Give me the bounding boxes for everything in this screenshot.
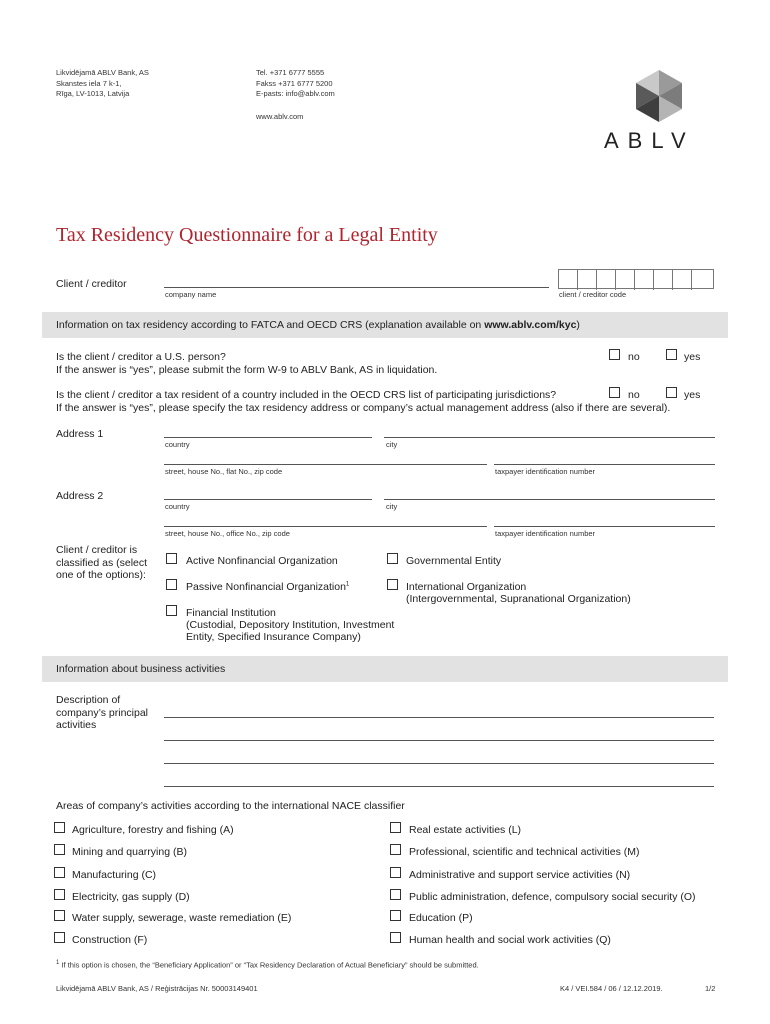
nace-label-a: Agriculture, forestry and fishing (A) xyxy=(72,824,234,836)
address1-city-caption: city xyxy=(386,440,398,449)
passive-nfe-checkbox[interactable] xyxy=(166,579,177,590)
address1-country-field[interactable] xyxy=(164,437,372,438)
business-heading-text: Information about business activities xyxy=(56,663,226,675)
footnote-mark: 1 xyxy=(56,960,60,966)
us-person-no-label: no xyxy=(628,351,640,363)
passive-nfe-label xyxy=(186,581,349,593)
crs-note: If the answer is “yes”, please specify the tax residency address or company’s actual management address (also if there are several). xyxy=(56,402,671,414)
ablv-wordmark: ABLV xyxy=(604,128,695,153)
us-person-note: If the answer is “yes”, please submit the form W-9 to ABLV Bank, AS in liquidation. xyxy=(56,364,438,376)
code-cell[interactable] xyxy=(673,270,692,290)
nace-checkbox-q[interactable] xyxy=(390,932,401,943)
crs-question: Is the client / creditor a tax resident of a country included in the OECD CRS list of participating jurisdictions? xyxy=(56,389,557,401)
nace-label-n: Administrative and support service activities (N) xyxy=(409,869,631,881)
passive-nfe-text: Passive Nonfinancial Organization xyxy=(186,581,346,593)
address2-tin-caption: taxpayer identification number xyxy=(495,529,596,538)
active-nfe-checkbox[interactable] xyxy=(166,553,177,564)
address2-city-field[interactable] xyxy=(384,499,715,500)
code-cell[interactable] xyxy=(578,270,597,290)
nace-label-e: Water supply, sewerage, waste remediation (E) xyxy=(72,912,292,924)
address-line: Likvidējamā ABLV Bank, AS xyxy=(56,68,149,77)
nace-label-c: Manufacturing (C) xyxy=(72,869,157,881)
address1-label: Address 1 xyxy=(56,428,104,440)
address2-street-caption: street, house No., office No., zip code xyxy=(165,529,290,538)
code-cell[interactable] xyxy=(654,270,673,290)
ablv-logo-icon xyxy=(632,68,686,124)
footnote-mark: 1 xyxy=(345,581,350,588)
us-person-yes-checkbox[interactable] xyxy=(666,349,677,360)
nace-checkbox-d[interactable] xyxy=(54,889,65,900)
crs-no-label: no xyxy=(628,389,640,401)
financial-institution-checkbox[interactable] xyxy=(166,605,177,616)
nace-label-q: Human health and social work activities (Q) xyxy=(409,934,611,946)
address2-street-field[interactable] xyxy=(164,526,487,527)
contact-line: Fakss +371 6777 5200 xyxy=(256,78,333,88)
active-nfe-label: Active Nonfinancial Organization xyxy=(186,555,338,567)
crs-no-checkbox[interactable] xyxy=(609,387,620,398)
description-line-1[interactable] xyxy=(164,717,714,718)
code-cell[interactable] xyxy=(597,270,616,290)
company-name-field[interactable] xyxy=(164,287,549,288)
bank-address xyxy=(56,68,149,100)
nace-label-d: Electricity, gas supply (D) xyxy=(72,891,190,903)
client-code-field[interactable] xyxy=(558,269,714,289)
nace-label-f: Construction (F) xyxy=(72,934,148,946)
nace-label-p: Education (P) xyxy=(409,912,473,924)
client-label: Client / creditor xyxy=(56,278,127,290)
address-line: Skanstes iela 7 k-1, xyxy=(56,78,122,88)
kyc-link[interactable]: www.ablv.com/kyc xyxy=(484,319,577,331)
address2-country-field[interactable] xyxy=(164,499,372,500)
description-line-2[interactable] xyxy=(164,740,714,741)
nace-checkbox-e[interactable] xyxy=(54,910,65,921)
nace-label-m: Professional, scientific and technical activities (M) xyxy=(409,846,640,858)
bank-contacts xyxy=(256,68,335,100)
footer-company: Likvidējamā ABLV Bank, AS / Reģistrācijas Nr. 50003149401 xyxy=(56,984,258,993)
code-cell[interactable] xyxy=(635,270,654,290)
address2-label: Address 2 xyxy=(56,490,104,502)
fatca-heading-suffix: ) xyxy=(576,319,580,331)
nace-checkbox-n[interactable] xyxy=(390,867,401,878)
description-label: Description of company’s principal activities xyxy=(56,694,149,731)
address1-street-field[interactable] xyxy=(164,464,487,465)
page-title: Tax Residency Questionnaire for a Legal Entity xyxy=(56,224,438,246)
address1-country-caption: country xyxy=(165,440,190,449)
nace-checkbox-c[interactable] xyxy=(54,867,65,878)
address1-street-caption: street, house No., flat No., zip code xyxy=(165,467,283,476)
nace-checkbox-o[interactable] xyxy=(390,889,401,900)
business-section-heading xyxy=(42,656,728,682)
us-person-yes-label: yes xyxy=(684,351,701,363)
international-org-label: International Organization xyxy=(406,581,527,593)
description-line-3[interactable] xyxy=(164,763,714,764)
address-line: Rīga, LV-1013, Latvija xyxy=(56,89,130,98)
financial-institution-sublabel: Entity, Specified Insurance Company) xyxy=(186,631,361,643)
contact-line: Tel. +371 6777 5555 xyxy=(256,68,325,77)
code-cell[interactable] xyxy=(559,270,578,290)
fatca-section-heading xyxy=(42,312,728,338)
fatca-heading-prefix: Information on tax residency according to FATCA and OECD CRS (explanation available on xyxy=(56,319,485,331)
address1-tin-caption: taxpayer identification number xyxy=(495,467,596,476)
nace-checkbox-a[interactable] xyxy=(54,822,65,833)
nace-checkbox-f[interactable] xyxy=(54,932,65,943)
bank-website: www.ablv.com xyxy=(256,112,304,121)
footnote-text: If this option is chosen, the “Beneficiary Application” or “Tax Residency Declaration of Actual Beneficiary” should be submitted. xyxy=(61,960,479,970)
client-code-caption: client / creditor code xyxy=(559,290,627,299)
nace-checkbox-l[interactable] xyxy=(390,822,401,833)
nace-checkbox-m[interactable] xyxy=(390,844,401,855)
us-person-no-checkbox[interactable] xyxy=(609,349,620,360)
governmental-entity-checkbox[interactable] xyxy=(387,553,398,564)
code-cell[interactable] xyxy=(692,270,711,290)
description-line-4[interactable] xyxy=(164,786,714,787)
nace-label-o: Public administration, defence, compulsory social security (O) xyxy=(409,891,696,903)
address2-tin-field[interactable] xyxy=(494,526,715,527)
nace-label-l: Real estate activities (L) xyxy=(409,824,522,836)
nace-checkbox-p[interactable] xyxy=(390,910,401,921)
us-person-question: Is the client / creditor a U.S. person? xyxy=(56,351,226,363)
footer-form-code: K4 / VEI.584 / 06 / 12.12.2019. xyxy=(560,984,663,993)
address1-tin-field[interactable] xyxy=(494,464,715,465)
nace-checkbox-b[interactable] xyxy=(54,844,65,855)
address2-city-caption: city xyxy=(386,502,398,511)
nace-heading: Areas of company’s activities according to the international NACE classifier xyxy=(56,800,405,812)
international-org-checkbox[interactable] xyxy=(387,579,398,590)
financial-institution-sublabel: (Custodial, Depository Institution, Investment xyxy=(186,619,395,631)
footer-page-number: 1/2 xyxy=(705,984,716,993)
financial-institution-label: Financial Institution xyxy=(186,607,276,619)
classification-label: Client / creditor is classified as (select one of the options): xyxy=(56,544,148,581)
address2-country-caption: country xyxy=(165,502,190,511)
contact-line: E-pasts: info@ablv.com xyxy=(256,89,335,98)
international-org-sublabel: (Intergovernmental, Supranational Organization) xyxy=(406,593,631,605)
nace-label-b: Mining and quarrying (B) xyxy=(72,846,187,858)
code-cell[interactable] xyxy=(616,270,635,290)
fatca-heading-text xyxy=(56,319,580,331)
company-name-caption: company name xyxy=(165,290,217,299)
address1-city-field[interactable] xyxy=(384,437,715,438)
crs-yes-label: yes xyxy=(684,389,701,401)
crs-yes-checkbox[interactable] xyxy=(666,387,677,398)
footnote xyxy=(56,960,479,970)
governmental-entity-label: Governmental Entity xyxy=(406,555,502,567)
